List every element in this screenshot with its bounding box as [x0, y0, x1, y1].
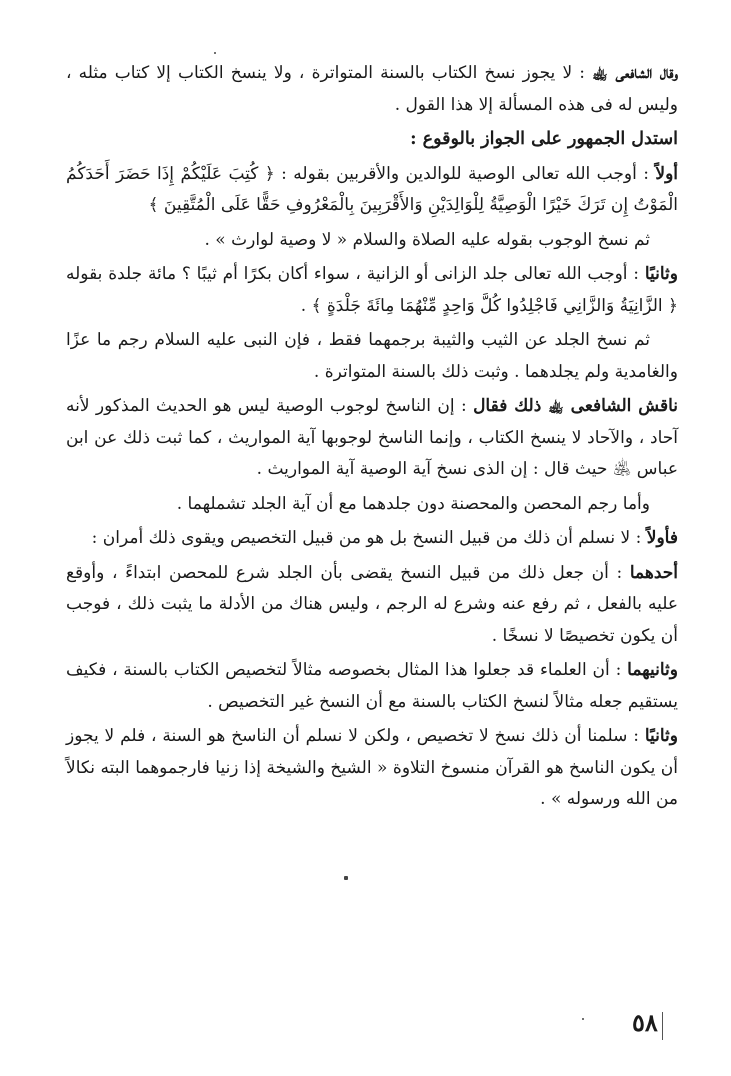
scan-speck	[344, 876, 348, 880]
paragraph-text: ثم نسخ الوجوب بقوله عليه الصلاة والسلام « لا وصية لوارث » .	[204, 229, 650, 250]
paragraph-lead: وثانيهما	[627, 660, 678, 680]
page-number: ٥٨	[632, 1008, 658, 1037]
paragraph-abrogation-jald	[66, 325, 678, 388]
quran-verse: ﴿ كُتِبَ عَلَيْكُمْ إِذَا حَضَرَ أَحَدَكُمُ الْمَوْتُ إِن تَرَكَ خَيْرًا الْوَصِيَّةُ لِلْوَالِدَيْنِ وَالأَقْرَبِينَ بِالْمَعْرُوفِ حَقًّا عَلَى الْمُتَّقِينَ ﴾	[66, 163, 678, 215]
paragraph-text: : أوجب الله تعالى الوصية للوالدين والأقربين بقوله :	[281, 163, 649, 184]
scan-speck	[582, 1018, 584, 1020]
paragraph-lead: وقال الشافعى ﵀	[592, 63, 679, 83]
paragraph-lead: أحدهما	[629, 562, 679, 583]
page-number-rule	[662, 1012, 663, 1040]
paragraph-reply-first	[66, 523, 678, 555]
paragraph-second-evidence	[66, 259, 678, 322]
paragraph-lead: وثانيًا	[644, 726, 678, 746]
paragraph-reason-two	[66, 655, 678, 718]
paragraph-reply-second	[66, 721, 678, 816]
paragraph-tail: .	[300, 295, 307, 316]
paragraph-abrogation-wasiyya	[66, 225, 678, 257]
paragraph-text: : إن الناسخ لوجوب الوصية ليس هو الحديث المذكور لأنه آحاد ، والآحاد لا ينسخ الكتاب ، وإنما الناسخ لوجوبها آية المواريث ، كما ثبت ذلك عن ابن عباس ﵁ حيث قال : إن الذى نسخ آية الوصية آية المواريث .	[66, 396, 678, 479]
page-body	[66, 58, 678, 816]
paragraph-reason-one	[66, 558, 678, 653]
paragraph-text: : لا يجوز نسخ الكتاب بالسنة المتواترة ، ولا ينسخ الكتاب إلا كتاب مثله ، وليس له فى هذه المسألة إلا هذا القول .	[66, 63, 678, 115]
paragraph-lead: وثانيًا	[644, 264, 678, 284]
paragraph-text: : لا نسلم أن ذلك من قبيل النسخ بل هو من قبيل التخصيص ويقوى ذلك أمران :	[91, 528, 642, 548]
paragraph-lead: ناقش الشافعى ﵀ ذلك فقال	[473, 396, 679, 416]
paragraph-shafii-discussion	[66, 391, 678, 486]
paragraph-text: : أوجب الله تعالى جلد الزانى أو الزانية ، سواء أكان بكرًا أم ثيبًا ؟ مائة جلدة بقوله	[66, 264, 640, 284]
paragraph-text: : أن جعل ذلك من قبيل النسخ يقضى بأن الجلد شرع للمحصن ابتداءً ، وأوقع عليه بالفعل ، ثم رفع عنه وشرع له الرجم ، وليس هناك من الأدلة ما يثبت ذلك ، فوجب أن يكون تخصيصًا لا نسخًا .	[66, 562, 678, 646]
paragraph-lead: فأولاً	[646, 528, 678, 548]
paragraph-rajm	[66, 489, 678, 521]
paragraph-text: ثم نسخ الجلد عن الثيب والثيبة برجمهما فقط ، فإن النبى عليه السلام رجم ما عزًا والغامدية ولم يجلدهما . وثبت ذلك بالسنة المتواترة .	[66, 330, 678, 382]
paragraph-first-evidence	[66, 159, 678, 222]
paragraph-text: وأما رجم المحصن والمحصنة دون جلدهما مع أن آية الجلد تشملهما .	[176, 493, 650, 514]
scan-speck	[214, 52, 216, 54]
paragraph-shafii-opinion	[66, 58, 678, 121]
quran-verse: ﴿ الزَّانِيَةُ وَالزَّانِي فَاجْلِدُوا كُلَّ وَاحِدٍ مِّنْهُمَا مِائَةَ جَلْدَةٍ ﴾	[311, 295, 678, 316]
paragraph-text: : سلمنا أن ذلك نسخ لا تخصيص ، ولكن لا نسلم أن الناسخ هو السنة ، فلم لا يجوز أن يكون الناسخ هو القرآن منسوخ التلاوة « الشيخ والشيخة إذا زنيا فارجموهما البته نكالاً من الله ورسوله » .	[66, 726, 678, 809]
paragraph-text: : أن العلماء قد جعلوا هذا المثال بخصوصه مثالاً لتخصيص الكتاب بالسنة ، فكيف يستقيم جعله مثالاً لنسخ الكتاب بالسنة مع أن النسخ غير التخصيص .	[66, 660, 678, 712]
paragraph-lead: أولاً	[655, 163, 679, 184]
section-heading: استدل الجمهور على الجواز بالوقوع :	[410, 129, 678, 149]
